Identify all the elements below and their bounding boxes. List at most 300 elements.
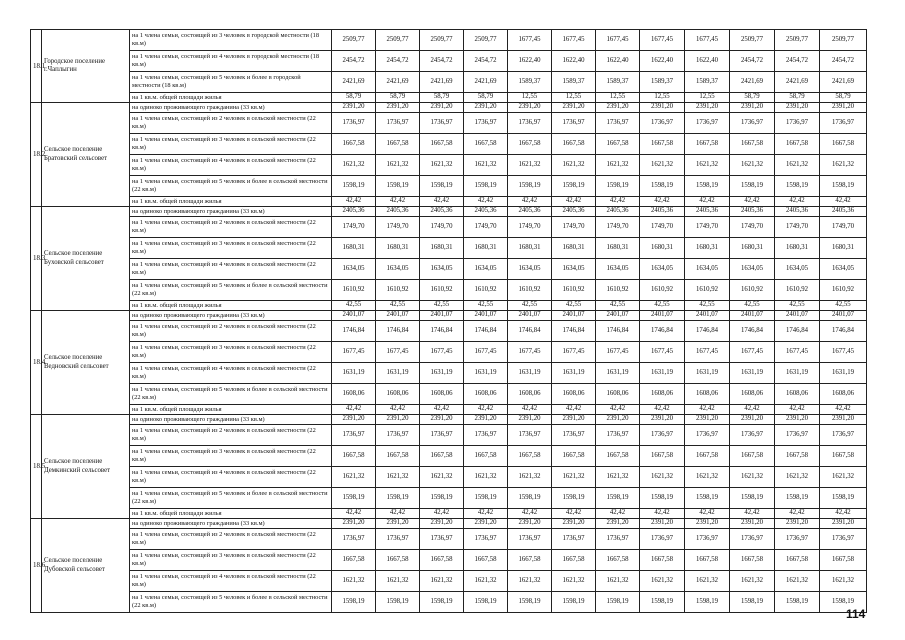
value-cell: 1736,97 (332, 425, 376, 446)
value-cell: 1622,40 (640, 51, 685, 72)
value-cell: 42,42 (552, 197, 596, 207)
table-row (31, 571, 867, 592)
value-cell: 1621,32 (508, 571, 552, 592)
value-cell: 1677,45 (376, 342, 420, 363)
row-description: на одиноко проживающего гражданина (33 кв.м) (130, 103, 332, 113)
value-cell: 1736,97 (552, 529, 596, 550)
value-cell: 1622,40 (685, 51, 730, 72)
value-cell: 1610,92 (376, 280, 420, 301)
value-cell: 2401,07 (420, 311, 464, 321)
value-cell: 1589,37 (508, 72, 552, 93)
value-cell: 1621,32 (820, 155, 867, 176)
value-cell: 1677,45 (552, 30, 596, 51)
value-cell: 1608,06 (640, 384, 685, 405)
value-cell: 1634,05 (508, 259, 552, 280)
value-cell: 1608,06 (596, 384, 640, 405)
table-row (31, 519, 867, 529)
value-cell: 2454,72 (332, 51, 376, 72)
value-cell: 1667,58 (332, 446, 376, 467)
value-cell: 42,55 (332, 301, 376, 311)
value-cell: 1621,32 (685, 155, 730, 176)
row-description: на 1 члена семьи, состоящей из 3 человек в сельской местности (22 кв.м) (130, 134, 332, 155)
value-cell: 1589,37 (596, 72, 640, 93)
value-cell: 1736,97 (685, 425, 730, 446)
value-cell: 42,42 (464, 405, 508, 415)
value-cell: 2391,20 (464, 415, 508, 425)
value-cell: 58,79 (332, 93, 376, 103)
row-description: на 1 члена семьи, состоящей из 3 человек в сельской местности (22 кв.м) (130, 550, 332, 571)
value-cell: 1680,31 (775, 238, 820, 259)
table-row (31, 259, 867, 280)
value-cell: 1736,97 (730, 113, 775, 134)
value-cell: 1634,05 (596, 259, 640, 280)
value-cell: 1667,58 (464, 550, 508, 571)
value-cell: 1736,97 (820, 529, 867, 550)
value-cell: 42,42 (420, 509, 464, 519)
value-cell: 2391,20 (376, 415, 420, 425)
value-cell: 1621,32 (332, 467, 376, 488)
value-cell: 1736,97 (640, 425, 685, 446)
value-cell: 1667,58 (820, 134, 867, 155)
value-cell: 1667,58 (730, 446, 775, 467)
table-row (31, 155, 867, 176)
value-cell: 2391,20 (552, 103, 596, 113)
value-cell: 1598,19 (596, 592, 640, 613)
settlement-name: Сельское поселение Дубовской сельсовет (42, 519, 130, 613)
value-cell: 2421,69 (332, 72, 376, 93)
value-cell: 1621,32 (640, 571, 685, 592)
table-row (31, 301, 867, 311)
value-cell: 1598,19 (464, 176, 508, 197)
value-cell: 1610,92 (820, 280, 867, 301)
value-cell: 1598,19 (820, 592, 867, 613)
value-cell: 2401,07 (775, 311, 820, 321)
value-cell: 2454,72 (376, 51, 420, 72)
value-cell: 1621,32 (420, 571, 464, 592)
value-cell: 1631,19 (685, 363, 730, 384)
value-cell: 1621,32 (685, 571, 730, 592)
value-cell: 1749,70 (552, 217, 596, 238)
value-cell: 1749,70 (332, 217, 376, 238)
table-row (31, 217, 867, 238)
value-cell: 1598,19 (552, 488, 596, 509)
value-cell: 2405,36 (775, 207, 820, 217)
value-cell: 1667,58 (376, 134, 420, 155)
table-row (31, 113, 867, 134)
value-cell: 58,79 (820, 93, 867, 103)
value-cell: 1621,32 (332, 571, 376, 592)
value-cell: 1736,97 (820, 425, 867, 446)
group-code: 18.5 (31, 415, 42, 519)
value-cell: 1598,19 (420, 176, 464, 197)
value-cell: 2454,72 (420, 51, 464, 72)
value-cell: 1736,97 (508, 529, 552, 550)
value-cell: 1667,58 (640, 446, 685, 467)
value-cell: 1634,05 (552, 259, 596, 280)
value-cell: 1598,19 (376, 592, 420, 613)
value-cell: 58,79 (376, 93, 420, 103)
value-cell: 1746,84 (730, 321, 775, 342)
value-cell: 1746,84 (820, 321, 867, 342)
value-cell: 42,42 (730, 405, 775, 415)
table-row (31, 446, 867, 467)
value-cell: 58,79 (420, 93, 464, 103)
value-cell: 1608,06 (730, 384, 775, 405)
row-description: на 1 члена семьи, состоящей из 2 человек в сельской местности (22 кв.м) (130, 113, 332, 134)
value-cell: 1736,97 (332, 113, 376, 134)
value-cell: 1598,19 (820, 176, 867, 197)
settlement-name: Сельское поселение Демкинский сельсовет (42, 415, 130, 519)
table-row (31, 238, 867, 259)
value-cell: 42,42 (332, 197, 376, 207)
row-description: на 1 члена семьи, состоящей из 2 человек в сельской местности (22 кв.м) (130, 321, 332, 342)
group-code: 18.2 (31, 103, 42, 207)
value-cell: 1610,92 (775, 280, 820, 301)
value-cell: 2509,77 (464, 30, 508, 51)
value-cell: 1621,32 (552, 571, 596, 592)
value-cell: 2405,36 (464, 207, 508, 217)
value-cell: 1667,58 (775, 446, 820, 467)
value-cell: 1598,19 (730, 488, 775, 509)
value-cell: 2391,20 (552, 415, 596, 425)
value-cell: 42,55 (552, 301, 596, 311)
value-cell: 1621,32 (420, 155, 464, 176)
value-cell: 42,55 (685, 301, 730, 311)
table-row (31, 176, 867, 197)
row-description: на 1 кв.м. общей площади жилья (130, 93, 332, 103)
value-cell: 2509,77 (730, 30, 775, 51)
table-row (31, 415, 867, 425)
value-cell: 42,42 (640, 197, 685, 207)
value-cell: 1677,45 (640, 342, 685, 363)
value-cell: 1610,92 (730, 280, 775, 301)
value-cell: 1598,19 (464, 488, 508, 509)
value-cell: 2401,07 (820, 311, 867, 321)
table-row (31, 384, 867, 405)
value-cell: 1746,84 (552, 321, 596, 342)
value-cell: 42,42 (640, 405, 685, 415)
value-cell: 1736,97 (730, 425, 775, 446)
value-cell: 1631,19 (508, 363, 552, 384)
value-cell: 2391,20 (775, 103, 820, 113)
value-cell: 1621,32 (420, 467, 464, 488)
value-cell: 42,55 (420, 301, 464, 311)
row-description: на одиноко проживающего гражданина (33 кв.м) (130, 415, 332, 425)
value-cell: 42,42 (775, 509, 820, 519)
value-cell: 1680,31 (685, 238, 730, 259)
value-cell: 1598,19 (775, 592, 820, 613)
table-row (31, 51, 867, 72)
value-cell: 1746,84 (775, 321, 820, 342)
value-cell: 1589,37 (640, 72, 685, 93)
value-cell: 1634,05 (332, 259, 376, 280)
value-cell: 1634,05 (420, 259, 464, 280)
value-cell: 1598,19 (376, 176, 420, 197)
value-cell: 1610,92 (420, 280, 464, 301)
value-cell: 1749,70 (420, 217, 464, 238)
table-row (31, 529, 867, 550)
value-cell: 2401,07 (685, 311, 730, 321)
value-cell: 1598,19 (376, 488, 420, 509)
value-cell: 1736,97 (775, 113, 820, 134)
value-cell: 42,42 (820, 197, 867, 207)
value-cell: 42,42 (508, 509, 552, 519)
row-description: на 1 члена семьи, состоящей из 3 человек в сельской местности (22 кв.м) (130, 238, 332, 259)
row-description: на 1 члена семьи, состоящей из 3 человек в сельской местности (22 кв.м) (130, 342, 332, 363)
value-cell: 2509,77 (376, 30, 420, 51)
row-description: на 1 члена семьи, состоящей из 5 человек и более в сельской местности (22 кв.м) (130, 488, 332, 509)
settlement-name: Сельское поселение Братовский сельсовет (42, 103, 130, 207)
value-cell: 1598,19 (730, 592, 775, 613)
value-cell: 2421,69 (420, 72, 464, 93)
value-cell: 2391,20 (332, 415, 376, 425)
value-cell: 1598,19 (640, 488, 685, 509)
value-cell: 1667,58 (508, 446, 552, 467)
value-cell: 1634,05 (820, 259, 867, 280)
value-cell: 1634,05 (464, 259, 508, 280)
value-cell: 1746,84 (420, 321, 464, 342)
group-code: 18.1 (31, 30, 42, 103)
row-description: на 1 члена семьи, состоящей из 5 человек и более в сельской местности (22 кв.м) (130, 592, 332, 613)
value-cell: 1736,97 (552, 113, 596, 134)
table-row (31, 467, 867, 488)
row-description: на 1 члена семьи, состоящей из 2 человек в сельской местности (22 кв.м) (130, 529, 332, 550)
value-cell: 1621,32 (820, 571, 867, 592)
value-cell: 1610,92 (508, 280, 552, 301)
table-body (31, 30, 867, 613)
row-description: на 1 члена семьи, состоящей из 3 человек в сельской местности (22 кв.м) (130, 446, 332, 467)
value-cell: 42,42 (420, 405, 464, 415)
value-cell: 1631,19 (332, 363, 376, 384)
value-cell: 1621,32 (640, 155, 685, 176)
value-cell: 1736,97 (685, 113, 730, 134)
value-cell: 42,42 (596, 197, 640, 207)
value-cell: 1608,06 (508, 384, 552, 405)
value-cell: 2421,69 (730, 72, 775, 93)
value-cell: 1677,45 (730, 342, 775, 363)
value-cell: 2509,77 (820, 30, 867, 51)
value-cell: 42,42 (775, 405, 820, 415)
value-cell: 1677,45 (640, 30, 685, 51)
value-cell: 2454,72 (775, 51, 820, 72)
value-cell: 1598,19 (685, 592, 730, 613)
value-cell: 12,55 (596, 93, 640, 103)
value-cell: 1598,19 (332, 176, 376, 197)
value-cell: 1634,05 (376, 259, 420, 280)
value-cell: 1631,19 (376, 363, 420, 384)
row-description: на 1 кв.м. общей площади жилья (130, 197, 332, 207)
value-cell: 1608,06 (552, 384, 596, 405)
value-cell: 1610,92 (685, 280, 730, 301)
value-cell: 2405,36 (552, 207, 596, 217)
value-cell: 1621,32 (376, 155, 420, 176)
value-cell: 1736,97 (775, 529, 820, 550)
value-cell: 1610,92 (640, 280, 685, 301)
value-cell: 2391,20 (730, 415, 775, 425)
value-cell: 1667,58 (685, 550, 730, 571)
row-description: на 1 члена семьи, состоящей из 5 человек и более в сельской местности (22 кв.м) (130, 176, 332, 197)
value-cell: 1736,97 (820, 113, 867, 134)
value-cell: 42,55 (640, 301, 685, 311)
value-cell: 1667,58 (685, 134, 730, 155)
value-cell: 2405,36 (420, 207, 464, 217)
table-row (31, 30, 867, 51)
row-description: на одиноко проживающего гражданина (33 кв.м) (130, 519, 332, 529)
value-cell: 12,55 (685, 93, 730, 103)
value-cell: 1667,58 (552, 134, 596, 155)
value-cell: 42,55 (464, 301, 508, 311)
value-cell: 42,42 (464, 197, 508, 207)
value-cell: 2509,77 (775, 30, 820, 51)
value-cell: 1746,84 (640, 321, 685, 342)
value-cell: 1677,45 (508, 342, 552, 363)
value-cell: 1749,70 (775, 217, 820, 238)
value-cell: 1677,45 (552, 342, 596, 363)
value-cell: 42,42 (332, 405, 376, 415)
tariff-sheet (30, 29, 866, 613)
value-cell: 1667,58 (332, 550, 376, 571)
value-cell: 1598,19 (508, 176, 552, 197)
value-cell: 1621,32 (376, 467, 420, 488)
table-row (31, 280, 867, 301)
value-cell: 2454,72 (730, 51, 775, 72)
value-cell: 1736,97 (508, 425, 552, 446)
value-cell: 1621,32 (464, 155, 508, 176)
value-cell: 1736,97 (596, 425, 640, 446)
value-cell: 58,79 (775, 93, 820, 103)
value-cell: 1598,19 (596, 176, 640, 197)
value-cell: 1736,97 (685, 529, 730, 550)
table-row (31, 197, 867, 207)
value-cell: 1736,97 (596, 529, 640, 550)
value-cell: 1610,92 (464, 280, 508, 301)
value-cell: 1736,97 (464, 425, 508, 446)
row-description: на 1 члена семьи, состоящей из 4 человек в городской местности (18 кв.м) (130, 51, 332, 72)
value-cell: 1736,97 (464, 113, 508, 134)
value-cell: 42,42 (552, 405, 596, 415)
value-cell: 1749,70 (596, 217, 640, 238)
value-cell: 1667,58 (420, 134, 464, 155)
value-cell: 1667,58 (730, 134, 775, 155)
value-cell: 2421,69 (376, 72, 420, 93)
settlement-name: Городское поселение г.Чаплыгин (42, 30, 130, 103)
value-cell: 42,42 (596, 509, 640, 519)
table-row (31, 134, 867, 155)
settlement-name: Сельское поселение Ведновский сельсовет (42, 311, 130, 415)
value-cell: 1667,58 (552, 446, 596, 467)
value-cell: 42,42 (685, 405, 730, 415)
value-cell: 1680,31 (596, 238, 640, 259)
value-cell: 1736,97 (596, 113, 640, 134)
value-cell: 1677,45 (464, 342, 508, 363)
value-cell: 1598,19 (596, 488, 640, 509)
value-cell: 2391,20 (640, 415, 685, 425)
value-cell: 1667,58 (508, 134, 552, 155)
row-description: на 1 кв.м. общей площади жилья (130, 509, 332, 519)
value-cell: 42,42 (508, 197, 552, 207)
value-cell: 1667,58 (596, 550, 640, 571)
value-cell: 1621,32 (730, 571, 775, 592)
value-cell: 2391,20 (820, 103, 867, 113)
value-cell: 12,55 (640, 93, 685, 103)
value-cell: 42,42 (640, 509, 685, 519)
value-cell: 1621,32 (464, 571, 508, 592)
value-cell: 1677,45 (685, 342, 730, 363)
value-cell: 2391,20 (552, 519, 596, 529)
value-cell: 1746,84 (332, 321, 376, 342)
value-cell: 2391,20 (775, 415, 820, 425)
value-cell: 2509,77 (420, 30, 464, 51)
value-cell: 2391,20 (596, 103, 640, 113)
row-description: на 1 члена семьи, состоящей из 2 человек в сельской местности (22 кв.м) (130, 425, 332, 446)
value-cell: 2391,20 (820, 519, 867, 529)
value-cell: 1608,06 (420, 384, 464, 405)
value-cell: 1736,97 (376, 529, 420, 550)
value-cell: 1680,31 (730, 238, 775, 259)
value-cell: 42,42 (685, 509, 730, 519)
value-cell: 1667,58 (775, 550, 820, 571)
value-cell: 1680,31 (332, 238, 376, 259)
value-cell: 1598,19 (775, 176, 820, 197)
value-cell: 42,42 (775, 197, 820, 207)
page-number: 114 (846, 607, 866, 621)
value-cell: 1631,19 (730, 363, 775, 384)
value-cell: 1680,31 (552, 238, 596, 259)
value-cell: 1736,97 (508, 113, 552, 134)
value-cell: 2391,20 (420, 519, 464, 529)
table-row (31, 425, 867, 446)
value-cell: 2391,20 (820, 415, 867, 425)
value-cell: 2391,20 (685, 103, 730, 113)
value-cell: 42,42 (376, 405, 420, 415)
value-cell: 2391,20 (775, 519, 820, 529)
value-cell: 1621,32 (730, 155, 775, 176)
value-cell: 1749,70 (685, 217, 730, 238)
value-cell: 1621,32 (685, 467, 730, 488)
value-cell: 42,42 (420, 197, 464, 207)
value-cell: 2401,07 (464, 311, 508, 321)
value-cell: 1677,45 (596, 342, 640, 363)
value-cell: 42,55 (775, 301, 820, 311)
value-cell: 1736,97 (775, 425, 820, 446)
value-cell: 1622,40 (508, 51, 552, 72)
value-cell: 1749,70 (820, 217, 867, 238)
value-cell: 1736,97 (420, 529, 464, 550)
value-cell: 1746,84 (508, 321, 552, 342)
group-code: 18.6 (31, 519, 42, 613)
value-cell: 1677,45 (775, 342, 820, 363)
table-row (31, 207, 867, 217)
row-description: на 1 члена семьи, состоящей из 5 человек и более в городской местности (18 кв.м) (130, 72, 332, 93)
value-cell: 1621,32 (332, 155, 376, 176)
value-cell: 42,42 (820, 405, 867, 415)
value-cell: 1598,19 (552, 592, 596, 613)
value-cell: 2391,20 (376, 519, 420, 529)
value-cell: 2391,20 (730, 103, 775, 113)
value-cell: 1667,58 (730, 550, 775, 571)
value-cell: 2401,07 (640, 311, 685, 321)
value-cell: 1598,19 (552, 176, 596, 197)
table-row (31, 550, 867, 571)
value-cell: 1631,19 (820, 363, 867, 384)
value-cell: 58,79 (464, 93, 508, 103)
value-cell: 1634,05 (730, 259, 775, 280)
value-cell: 1608,06 (464, 384, 508, 405)
value-cell: 1631,19 (596, 363, 640, 384)
value-cell: 1631,19 (420, 363, 464, 384)
value-cell: 1677,45 (420, 342, 464, 363)
value-cell: 42,55 (376, 301, 420, 311)
